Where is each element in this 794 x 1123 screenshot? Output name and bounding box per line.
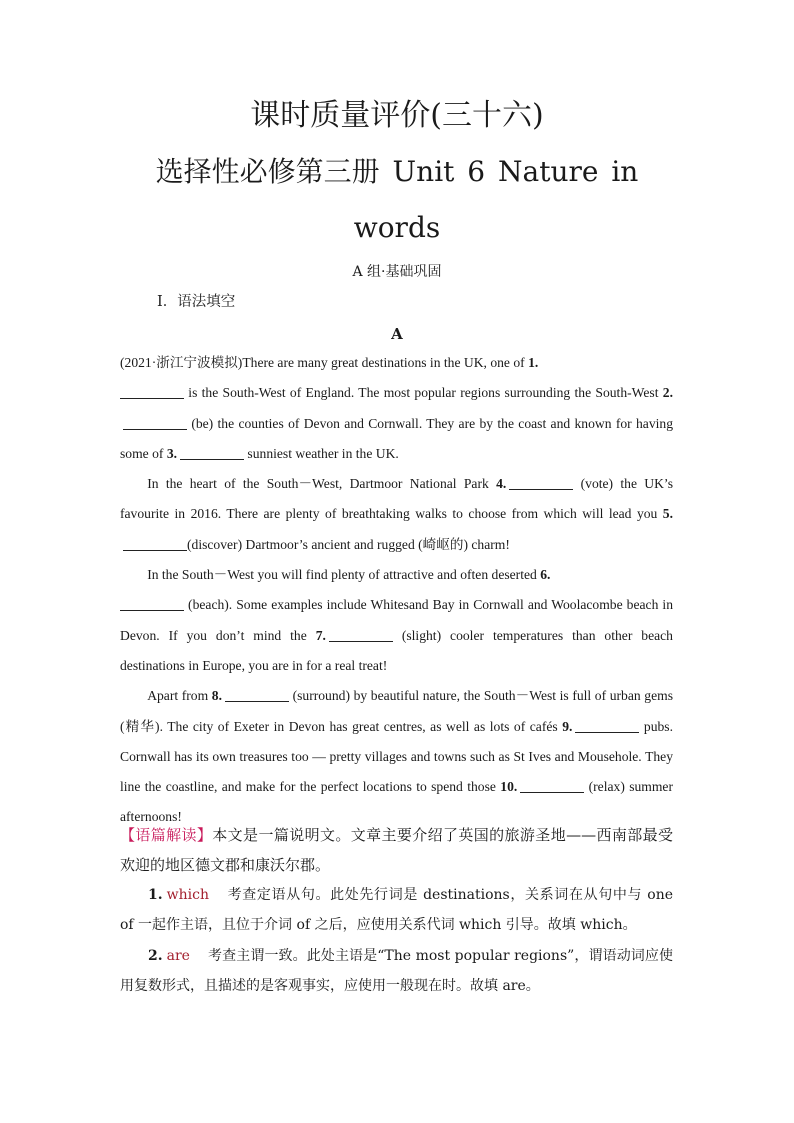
blank-number: 2. <box>662 385 673 401</box>
blank-number: 9. <box>562 718 573 734</box>
answer-explanations <box>120 880 673 1002</box>
blank-number: 4. <box>496 476 507 492</box>
blank-line <box>329 627 393 642</box>
blank-number: 7. <box>315 627 326 643</box>
group-heading: A 组·基础巩固 <box>352 264 442 280</box>
blank-line <box>575 718 639 733</box>
answer-explanation: 考查定语从句。此处先行词是 destinations，关系词在从句中与 one of 一起作主语，且位于介词 of 之后，应使用关系代词 which 引导。故填 which。 <box>120 887 673 933</box>
answer-number: 1. <box>148 887 163 903</box>
paragraph-4: Apart from 8. (surround) by beautiful nature, the South－West is full of urban gems (精华). The city of Exeter in Devon has great centres, as well as lots of cafés 9. pubs. Cornwall has its own treasures too — pretty villages and towns such as St Ives and Mousehole. They line the coastline, and make for the perfect locations to spend those 10. (relax) summer afternoons! <box>120 688 673 825</box>
unit-title-continued: words <box>353 211 441 244</box>
answer-value: are <box>166 948 190 964</box>
blank-number: 8. <box>211 688 222 704</box>
blank-number: 6. <box>540 567 551 583</box>
answer-item <box>120 941 673 1001</box>
blank-line <box>120 596 184 611</box>
analysis-tag: 【语篇解读】 <box>120 826 213 844</box>
blank-line <box>123 415 187 430</box>
paragraph-2: In the heart of the South－West, Dartmoor National Park 4. (vote) the UK’s favourite in 2016. There are plenty of breathtaking walks to choose from which will lead you 5.(discover) Dartmoor’s ancient and rugged (崎岖的) charm! <box>120 476 673 552</box>
blank-number: 10. <box>500 779 518 795</box>
unit-title: 选择性必修第三册 Unit 6 Nature in <box>155 155 639 188</box>
blank-line <box>120 384 184 399</box>
source-note: (2021·浙江宁波模拟) <box>120 355 243 370</box>
analysis-text: 本文是一篇说明文。文章主要介绍了英国的旅游圣地——西南部最受欢迎的地区德文郡和康沃尔郡。 <box>120 826 673 874</box>
answer-item <box>120 880 673 940</box>
blank-line <box>180 445 244 460</box>
answer-explanation: 考查主谓一致。此处主语是“The most popular regions”，谓语动词应使用复数形式，且描述的是客观事实，应使用一般现在时。故填 are。 <box>120 948 673 994</box>
passage-analysis <box>120 820 673 880</box>
page-title: 课时质量评价(三十六) <box>250 98 544 133</box>
blank-line <box>225 687 289 702</box>
section-heading: Ⅰ．语法填空 <box>157 294 236 310</box>
blank-line <box>520 778 584 793</box>
blank-number: 3. <box>166 445 178 461</box>
passage-label: A <box>391 325 403 343</box>
answer-value: which <box>166 887 209 903</box>
blank-number: 1. <box>528 355 539 370</box>
blank-line <box>123 536 187 551</box>
blank-number: 5. <box>662 506 673 522</box>
paragraph-1: (2021·浙江宁波模拟)There are many great destinations in the UK, one of 1. is the South-West of England. The most popular regions surrounding the South-West 2. (be) the counties of Devon and Cornwall. They are by the coast and known for having some of 3. sunniest weather in the UK. <box>120 355 673 461</box>
blank-line <box>509 475 573 490</box>
passage-text <box>120 348 673 833</box>
paragraph-3: In the South－West you will find plenty of attractive and often deserted 6. (beach). Some examples include Whitesand Bay in Cornwall and Woolacombe beach in Devon. If you don’t mind the 7. (slight) cooler temperatures than other beach destinations in Europe, you are in for a real treat! <box>120 567 673 673</box>
answer-number: 2. <box>148 948 163 964</box>
